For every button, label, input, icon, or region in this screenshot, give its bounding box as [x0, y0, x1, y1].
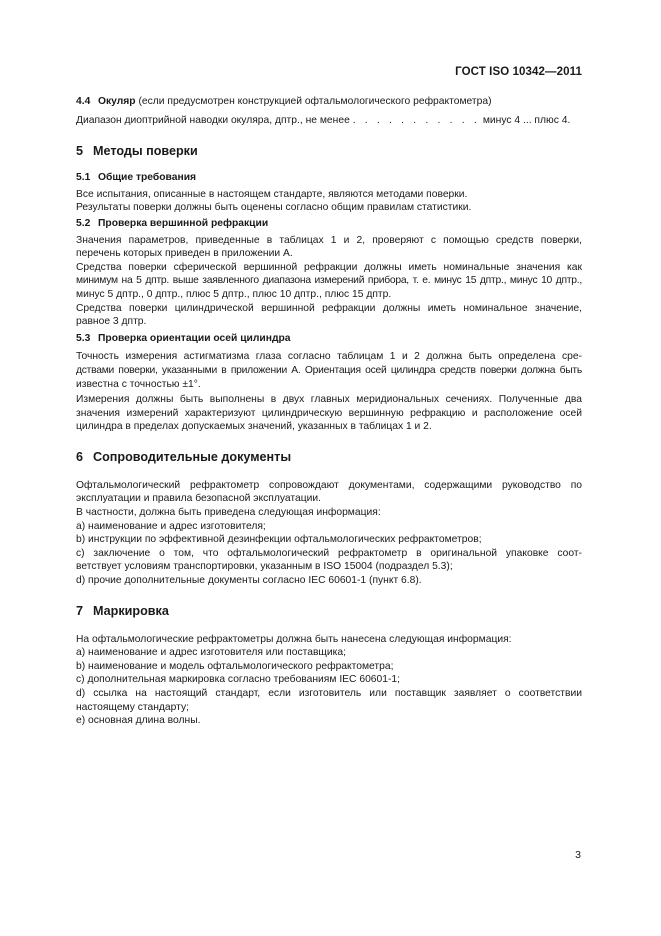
list-item: e) основная длина волны. — [76, 715, 201, 727]
list-item: c) дополнительная маркировка согласно требованиям IEC 60601-1; — [76, 674, 400, 686]
paragraph: Результаты поверки должны быть оценены согласно общим правилам статистики. — [76, 202, 472, 214]
paragraph: минимум на 5 дптр. выше заявленного диапазона измерений прибора, т. е. минус 15 дптр., минус 10 дптр., — [76, 275, 582, 287]
section-5-1-heading — [76, 171, 582, 185]
paragraph: цилиндра в пределах допускаемых значений, указанных в таблицах 1 и 2. — [76, 421, 432, 433]
section-number: 6 — [76, 449, 84, 464]
section-number: 4.4 — [76, 96, 91, 107]
paragraph: Офтальмологический рефрактометр сопровождают документами, содержащими руководство по — [76, 479, 582, 491]
paragraph: равное 3 дптр. — [76, 316, 147, 328]
section-title-note: (если предусмотрен конструкцией офтальмологического рефрактометра) — [135, 96, 492, 107]
section-title: Окуляр — [98, 96, 136, 107]
list-item: ветствует условиям транспортировки, указанным в ISO 15004 (подраздел 5.3); — [76, 561, 453, 573]
section-number: 5.3 — [76, 332, 91, 344]
paragraph: В частности, должна быть приведена следующая информация: — [76, 507, 381, 519]
section-5-3-heading — [76, 332, 582, 346]
section-number: 7 — [76, 603, 84, 618]
list-item: a) наименование и адрес изготовителя или поставщика; — [76, 647, 346, 659]
section-5-heading — [76, 143, 582, 159]
section-5-2-heading — [76, 217, 582, 231]
paragraph: На офтальмологические рефрактометры должна быть нанесена следующая информация: — [76, 633, 512, 645]
paragraph: дствами поверки, указанными в приложении А. Ориентация осей цилиндра средств поверки должна быть — [76, 364, 582, 376]
paragraph: минус 5 дптр., 0 дптр., плюс 5 дптр., плюс 10 дптр., плюс 15 дптр. — [76, 288, 392, 300]
list-item: b) инструкции по эффективной дезинфекции офтальмологических рефрактометров; — [76, 534, 482, 546]
list-item: d) прочие дополнительные документы согласно IEC 60601-1 (пункт 6.8). — [76, 575, 422, 587]
section-6-heading — [76, 449, 582, 465]
paragraph: Все испытания, описанные в настоящем стандарте, являются методами поверки. — [76, 188, 468, 200]
document-code: ГОСТ ISO 10342—2011 — [455, 66, 582, 78]
section-title: Сопроводительные документы — [93, 449, 292, 464]
page-body — [76, 95, 582, 728]
section-7-heading — [76, 603, 582, 619]
section-title: Проверка ориентации осей цилиндра — [98, 332, 291, 344]
leader-dots: . . . . . . . . . . . — [352, 114, 480, 126]
paragraph: Измерения должны быть выполнены в двух главных меридиональных сечениях. Полученные два — [76, 394, 582, 406]
list-item: настоящему стандарту; — [76, 701, 189, 713]
section-4-4-heading — [76, 95, 582, 109]
eyepiece-range-label: Диапазон диоптрийной наводки окуляра, дптр., не менее — [76, 114, 350, 126]
section-number: 5 — [76, 144, 84, 159]
list-item: a) наименование и адрес изготовителя; — [76, 520, 266, 532]
paragraph: перечень которых приведен в приложении А. — [76, 248, 293, 260]
paragraph: Точность измерения астигматизма глаза согласно таблицам 1 и 2 должна быть определена сре- — [76, 351, 582, 363]
section-title: Маркировка — [93, 603, 169, 618]
section-number: 5.2 — [76, 217, 91, 229]
section-title: Методы поверки — [93, 144, 198, 159]
eyepiece-range-line — [76, 114, 582, 128]
section-title: Общие требования — [98, 172, 197, 184]
paragraph: Средства поверки цилиндрической вершинной рефракции должны иметь номинальное значение, — [76, 302, 582, 314]
paragraph: известна с точностью ±1°. — [76, 378, 201, 390]
page-number: 3 — [575, 849, 581, 861]
section-number: 5.1 — [76, 172, 91, 184]
paragraph: эксплуатации и правила безопасной эксплуатации. — [76, 493, 322, 505]
list-item: d) ссылка на настоящий стандарт, если изготовитель или поставщик заявляет о соответствии — [76, 688, 582, 699]
list-item: b) наименование и модель офтальмологического рефрактометра; — [76, 660, 394, 672]
eyepiece-range-value: минус 4 ... плюс 4. — [482, 114, 571, 126]
paragraph: Средства поверки сферической вершинной рефракции должны иметь номинальные значения как — [76, 261, 582, 273]
section-title: Проверка вершинной рефракции — [98, 217, 269, 229]
list-item: c) заключение о том, что офтальмологический рефрактометр в оригинальной упаковке соот- — [76, 547, 582, 559]
paragraph: Значения параметров, приведенные в таблицах 1 и 2, проверяют с помощью средств поверки, — [76, 234, 582, 246]
paragraph: значения измерений характеризуют цилиндрическую вершинную рефракцию и расположение осей — [76, 407, 582, 419]
